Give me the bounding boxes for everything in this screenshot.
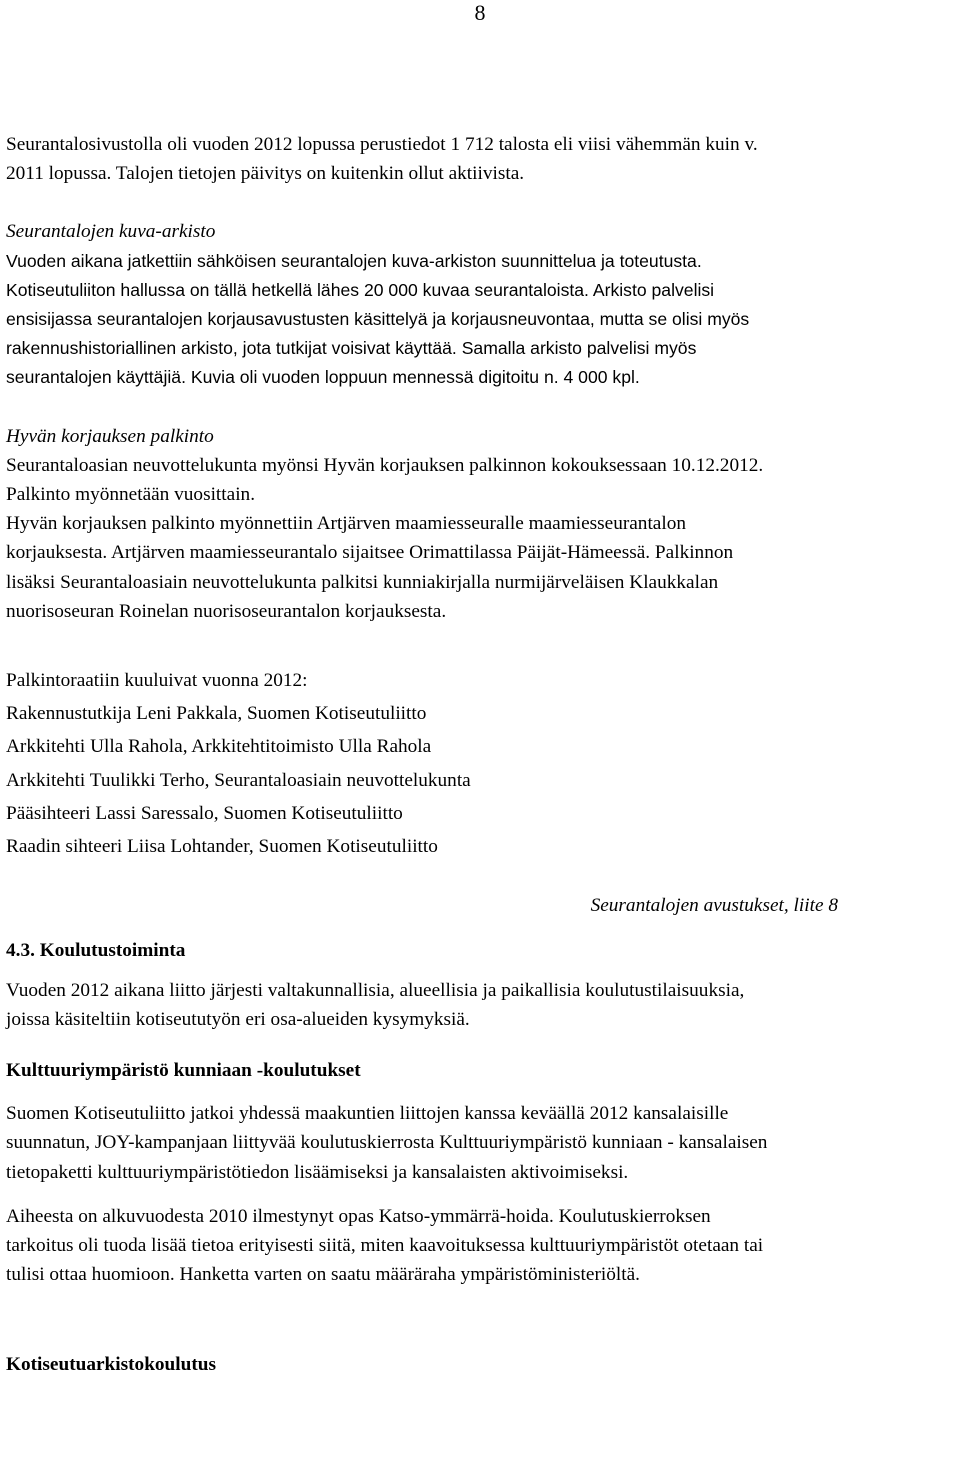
kulttuuri-line: tarkoitus oli tuoda lisää tietoa erityisesti siitä, miten kaavoituksessa kulttuuriympäristöt otetaan tai	[6, 1235, 764, 1257]
palkintoraati-intro: Palkintoraatiin kuuluivat vuonna 2012:	[6, 670, 308, 692]
kuva-arkisto-heading: Seurantalojen kuva-arkisto	[6, 221, 216, 243]
intro-section	[6, 130, 956, 188]
palkinto-line: lisäksi Seurantaloasiain neuvottelukunta palkitsi kunniakirjalla nurmijärveläisen Klaukkalan	[6, 571, 719, 593]
palkintoraati-section	[6, 666, 956, 861]
kulttuuri-line: Aiheesta on alkuvuodesta 2010 ilmestynyt opas Katso-ymmärrä-hoida. Koulutuskierroksen	[6, 1205, 711, 1227]
intro-line: Seurantalosivustolla oli vuoden 2012 lopussa perustiedot 1 712 talosta eli viisi vähemmän kuin v.	[6, 134, 758, 155]
kulttuuri-heading: Kulttuuriympäristö kunniaan -koulutukset	[6, 1060, 361, 1082]
appendix-reference: Seurantalojen avustukset, liite 8	[590, 895, 838, 917]
arkisto-koulutus-heading: Kotiseutuarkistokoulutus	[6, 1353, 217, 1375]
kulttuuri-line: Suomen Kotiseutuliitto jatkoi yhdessä maakuntien liittojen kanssa keväällä 2012 kansalaisille	[6, 1103, 729, 1125]
koulutus-line: Vuoden 2012 aikana liitto järjesti valtakunnallisia, alueellisia ja paikallisia koulutustilaisuuksia,	[6, 979, 745, 1001]
page-number: 8	[474, 0, 486, 25]
kulttuuri-section	[6, 1056, 956, 1289]
palkinto-section	[6, 422, 956, 626]
raati-member: Arkkitehti Ulla Rahola, Arkkitehtitoimisto Ulla Rahola	[6, 736, 432, 758]
palkinto-line: Palkinto myönnetään vuosittain.	[6, 484, 256, 506]
kuva-arkisto-line: rakennushistoriallinen arkisto, jota tutkijat voisivat käyttää. Samalla arkisto palvelisi myös	[6, 338, 697, 359]
document-body	[6, 130, 956, 1379]
koulutus-heading: 4.3. Koulutustoiminta	[6, 940, 186, 962]
kulttuuri-line: tulisi ottaa huomioon. Hanketta varten on saatu määräraha ympäristöministeriöltä.	[6, 1264, 640, 1286]
intro-line: 2011 lopussa. Talojen tietojen päivitys on kuitenkin ollut aktiivista.	[6, 163, 525, 185]
arkisto-koulutus-section	[6, 1350, 956, 1379]
palkinto-line: korjauksesta. Artjärven maamiesseurantalo sijaitsee Orimattilassa Päijät-Hämeessä. Palkinnon	[6, 542, 734, 564]
kulttuuri-line: tietopaketti kulttuuriympäristötiedon lisäämiseksi ja kansalaisten aktivoimiseksi.	[6, 1161, 629, 1183]
raati-member: Rakennustutkija Leni Pakkala, Suomen Kotiseutuliitto	[6, 703, 427, 725]
kuva-arkisto-line: Kotiseutuliiton hallussa on tällä hetkellä lähes 20 000 kuvaa seurantaloista. Arkisto palvelisi	[6, 279, 715, 300]
raati-member: Raadin sihteeri Liisa Lohtander, Suomen Kotiseutuliitto	[6, 836, 438, 858]
kuva-arkisto-section	[6, 217, 956, 392]
koulutus-line: joissa käsiteltiin kotiseututyön eri osa-alueiden kysymyksiä.	[6, 1008, 470, 1030]
kuva-arkisto-line: seurantalojen käyttäjiä. Kuvia oli vuoden loppuun mennessä digitoitu n. 4 000 kpl.	[6, 367, 640, 388]
palkinto-line: nuorisoseuran Roinelan nuorisoseurantalon korjauksesta.	[6, 600, 447, 622]
koulutus-section	[6, 936, 956, 1034]
kulttuuri-line: suunnatun, JOY-kampanjaan liittyvää koulutuskierrosta Kulttuuriympäristö kunniaan - kansalaisen	[6, 1132, 768, 1154]
kuva-arkisto-line: Vuoden aikana jatkettiin sähköisen seurantalojen kuva-arkiston suunnittelua ja toteutusta.	[6, 250, 702, 271]
palkinto-line: Hyvän korjauksen palkinto myönnettiin Artjärven maamiesseuralle maamiesseurantalon	[6, 513, 687, 535]
kuva-arkisto-line: ensisijassa seurantalojen korjausavustusten käsittelyä ja korjausneuvontaa, mutta se olisi myös	[6, 309, 750, 330]
raati-member: Arkkitehti Tuulikki Terho, Seurantaloasiain neuvottelukunta	[6, 769, 471, 791]
palkinto-heading: Hyvän korjauksen palkinto	[6, 425, 214, 447]
raati-member: Pääsihteeri Lassi Saressalo, Suomen Kotiseutuliitto	[6, 802, 403, 824]
palkinto-line: Seurantaloasian neuvottelukunta myönsi Hyvän korjauksen palkinnon kokouksessaan 10.12.2012.	[6, 454, 764, 476]
